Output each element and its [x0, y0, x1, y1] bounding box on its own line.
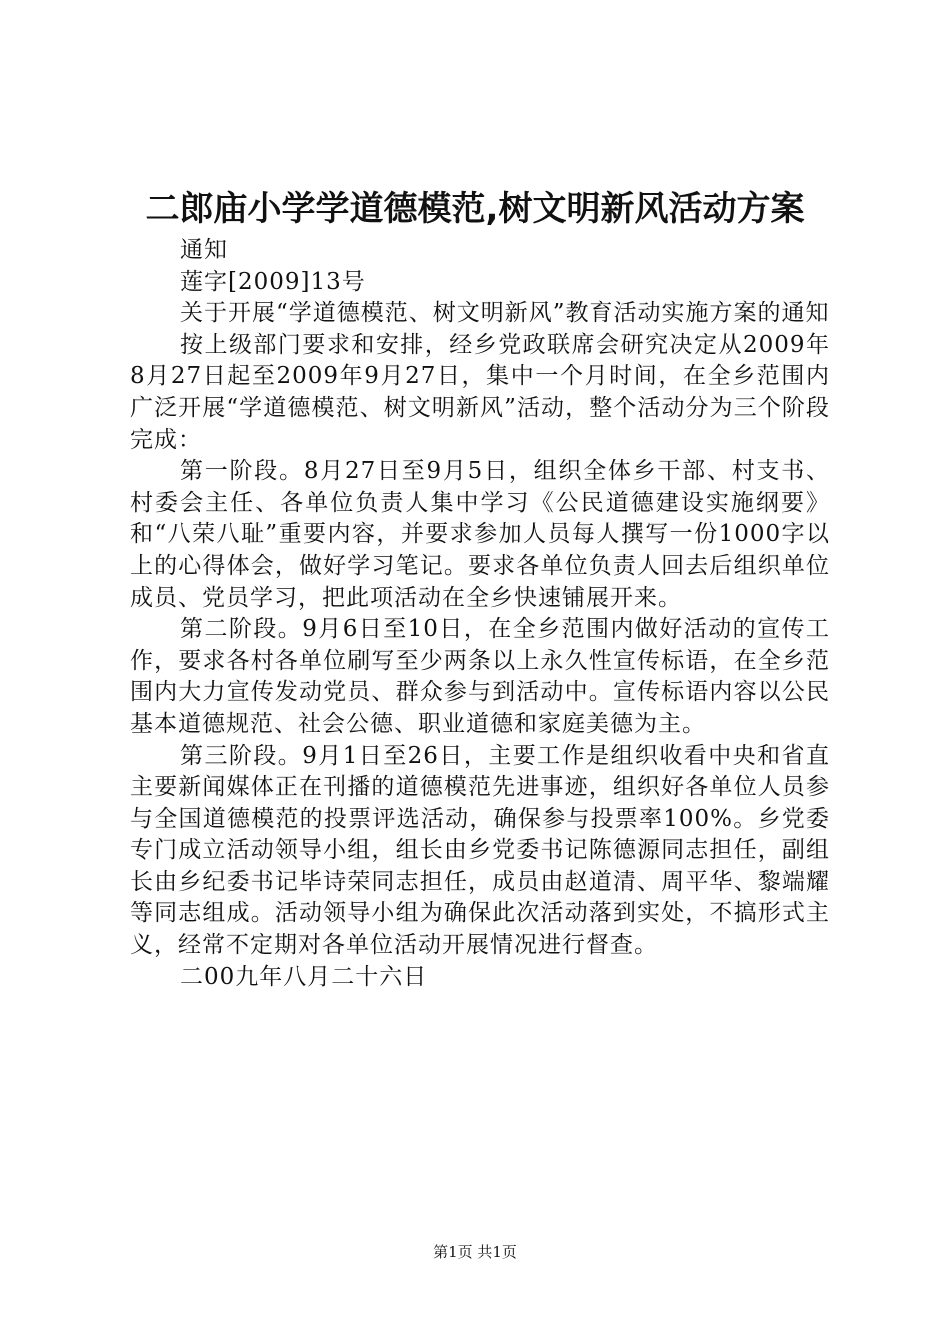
stage-two-paragraph: 第二阶段。9月6日至10日，在全乡范围内做好活动的宣传工作，要求各村各单位刷写至少两条以上永久性宣传标语，在全乡范围内大力宣传发动党员、群众参与到活动中。宣传标语内容以公民基本道德规范、社会公德、职业道德和家庭美德为主。 [130, 616, 830, 737]
stage-one-paragraph: 第一阶段。8月27日至9月5日，组织全体乡干部、村支书、村委会主任、各单位负责人集中学习《公民道德建设实施纲要》和“八荣八耻”重要内容，并要求参加人员每人撰写一份1000字以上的心得体会，做好学习笔记。要求各单位负责人回去后组织单位成员、党员学习，把此项活动在全乡快速铺展开来。 [130, 458, 830, 611]
document-number: 莲字[2009]13号 [180, 268, 366, 295]
notice-subject: 关于开展“学道德模范、树文明新风”教育活动实施方案的通知 [180, 300, 830, 327]
page-footer: 第1页 共1页 [433, 1243, 517, 1261]
document-body [130, 235, 830, 993]
document-date: 二00九年八月二十六日 [180, 963, 428, 990]
intro-paragraph: 按上级部门要求和安排，经乡党政联席会研究决定从2009年8月27日起至2009年9月27日，集中一个月时间，在全乡范围内广泛开展“学道德模范、树文明新风”活动，整个活动分为三个阶段完成： [130, 331, 830, 453]
document-title: 二郎庙小学学道德模范,树文明新风活动方案 [145, 189, 805, 229]
notice-label: 通知 [180, 237, 228, 263]
stage-three-paragraph: 第三阶段。9月1日至26日，主要工作是组织收看中央和省直主要新闻媒体正在刊播的道德模范先进事迹，组织好各单位人员参与全国道德模范的投票评选活动，确保参与投票率100%。乡党委专门成立活动领导小组，组长由乡党委书记陈德源同志担任，副组长由乡纪委书记毕诗荣同志担任，成员由赵道清、周平华、黎端耀等同志组成。活动领导小组为确保此次活动落到实处，不搞形式主义，经常不定期对各单位活动开展情况进行督查。 [130, 742, 830, 959]
